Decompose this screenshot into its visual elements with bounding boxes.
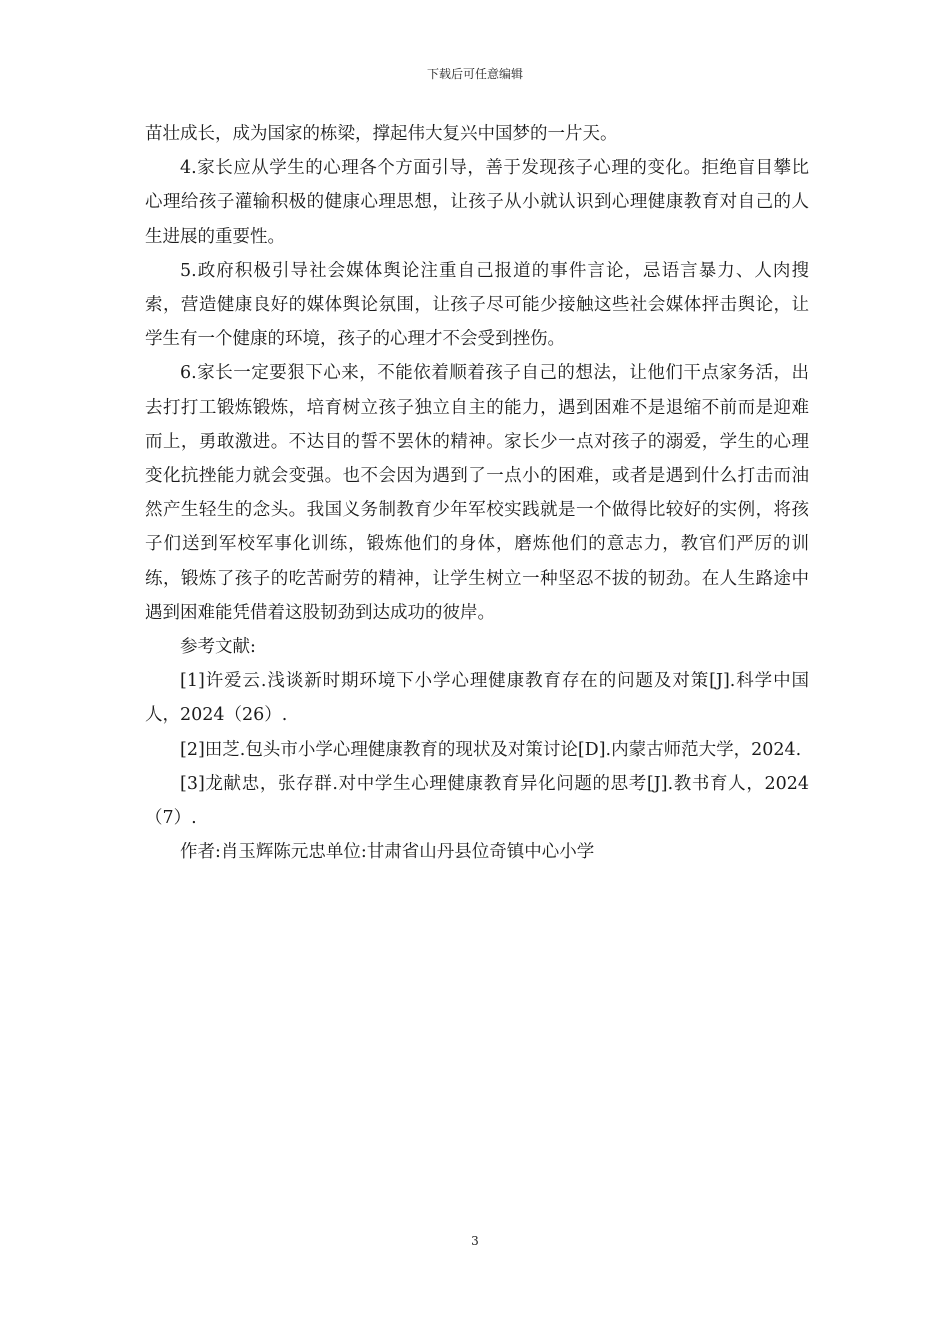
references-heading: 参考文献: [180, 637, 256, 658]
reference-3: [3]龙献忠，张存群.对中学生心理健康教育异化问题的思考[J].教书育人，2024（7）. [145, 773, 809, 829]
body-paragraph-4: 6.家长一定要狠下心来，不能依着顺着孩子自己的想法，让他们干点家务活，出去打打工锻炼锻炼，培育树立孩子独立自主的能力，遇到困难不是退缩不前而是迎难而上，勇敢激进。不达目的誓不罢休的精神。家长少一点对孩子的溺爱，学生的心理变化抗挫能力就会变强。也不会因为遇到了一点小的困难，或者是遇到什么打击而油然产生轻生的念头。我国义务制教育少年军校实践就是一个做得比较好的实例，将孩子们送到军校军事化训练，锻炼他们的身体，磨炼他们的意志力，教官们严厉的训练，锻炼了孩子的吃苦耐劳的精神，让学生树立一种坚忍不拔的韧劲。在人生路途中遇到困难能凭借着这股韧劲到达成功的彼岸。 [145, 363, 809, 623]
body-paragraph-1: 苗壮成长，成为国家的栋梁，撑起伟大复兴中国梦的一片天。 [145, 124, 618, 144]
page-header: 下载后可任意编辑 [426, 67, 523, 81]
body-paragraph-2: 4.家长应从学生的心理各个方面引导，善于发现孩子心理的变化。拒绝盲目攀比心理给孩子灌输积极的健康心理思想，让孩子从小就认识到心理健康教育对自己的人生进展的重要性。 [145, 158, 809, 247]
document-body [145, 117, 809, 869]
reference-1: [1]许爱云.浅谈新时期环境下小学心理健康教育存在的问题及对策[J].科学中国人，2024（26）. [145, 671, 809, 726]
page-number: 3 [471, 1234, 479, 1248]
reference-2: [2]田芝.包头市小学心理健康教育的现状及对策讨论[D].内蒙古师范大学，2024. [180, 739, 802, 760]
author-line: 作者:肖玉辉陈元忠单位:甘肃省山丹县位奇镇中心小学 [180, 842, 595, 863]
body-paragraph-3: 5.政府积极引导社会媒体舆论注重自己报道的事件言论，忌语言暴力、人肉搜索，营造健康良好的媒体舆论氛围，让孩子尽可能少接触这些社会媒体抨击舆论，让学生有一个健康的环境，孩子的心理才不会受到挫伤。 [145, 260, 809, 350]
